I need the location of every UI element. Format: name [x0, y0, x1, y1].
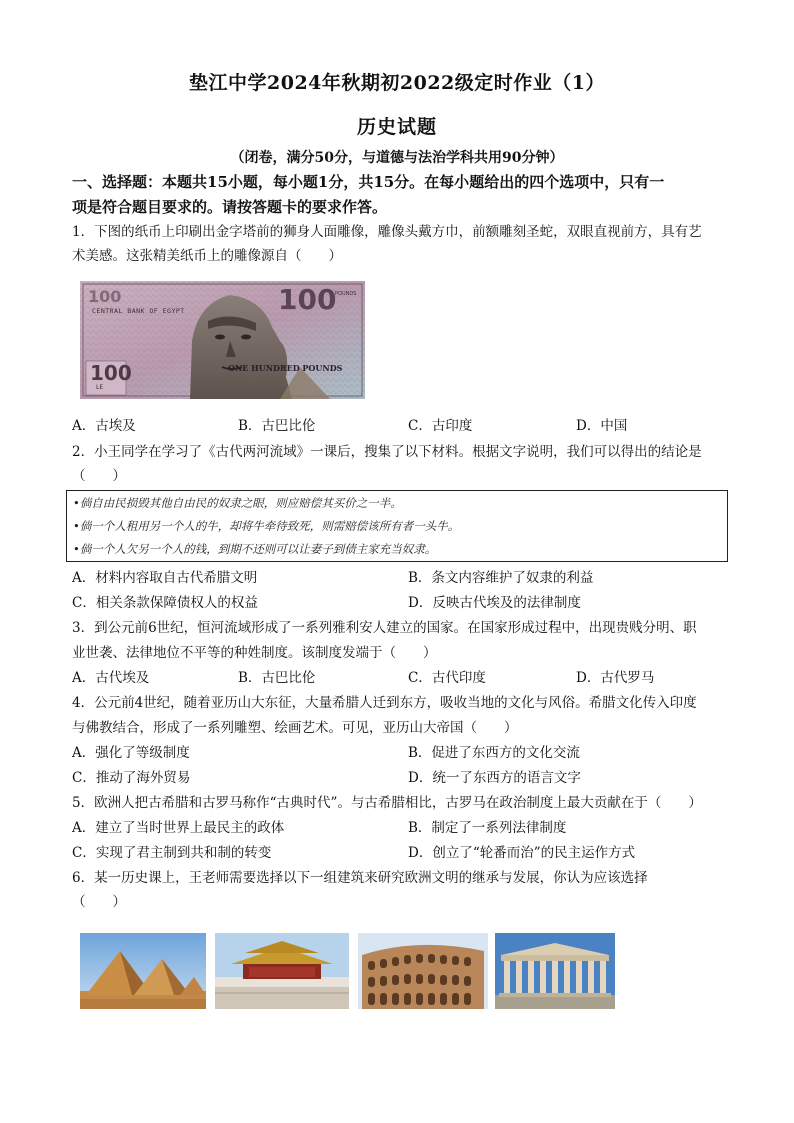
q4-stem-line1: 4．公元前4世纪，随着亚历山大东征，大量希腊人迁到东方，吸收当地的文化与风俗。希腊文化传入印度 — [72, 695, 697, 711]
subject-title: 历史试题 — [356, 116, 437, 138]
q6-stem-line2: （ ） — [72, 894, 126, 910]
q2-option-c[interactable]: C．相关条款保障债权人的权益 — [72, 595, 258, 611]
q3-stem-line2: 业世袭、法律地位不平等的种姓制度。该制度发端于（ ） — [72, 645, 437, 661]
colosseum-photo — [358, 933, 488, 1009]
q2-material-line3: •倘一个人欠另一个人的钱，到期不还则可以让妻子到债主家充当奴隶。 — [73, 542, 437, 556]
banknote-bank-text: CENTRAL BANK OF EGYPT — [92, 307, 185, 315]
exam-note: （闭卷，满分50分，与道德与法治学科共用90分钟） — [230, 150, 564, 166]
q2-material-line1: •倘自由民损毁其他自由民的奴隶之眼，则应赔偿其买价之一半。 — [73, 496, 402, 510]
banknote-denomination-text: ONE HUNDRED POUNDS — [228, 363, 343, 373]
q5-option-c[interactable]: C．实现了君主制到共和制的转变 — [72, 845, 272, 861]
q4-option-a[interactable]: A．强化了等级制度 — [72, 745, 190, 761]
banknote-numeral: 100 — [88, 287, 122, 306]
q1-stem-line1: 1．下图的纸币上印刷出金字塔前的狮身人面雕像，雕像头戴方巾，前额雕刻圣蛇，双眼直视前方，具有艺 — [72, 224, 702, 240]
q4-stem-line2: 与佛教结合，形成了一系列雕塑、绘画艺术。可见，亚历山大帝国（ ） — [72, 720, 518, 736]
pyramids-photo — [80, 933, 206, 1009]
section-heading-line2: 项是符合题目要求的。请按答题卡的要求作答。 — [72, 198, 388, 216]
q3-option-b[interactable]: B．古巴比伦 — [238, 670, 316, 686]
q3-option-c[interactable]: C．古代印度 — [408, 670, 486, 686]
exam-title: 垫江中学2024年秋期初2022级定时作业（1） — [189, 72, 605, 94]
forbidden-city-photo — [215, 933, 349, 1009]
q1-stem-line2: 术美感。这张精美纸币上的雕像源自（ ） — [72, 248, 342, 264]
q1-option-a[interactable]: A．古埃及 — [72, 418, 136, 434]
q6-stem-line1: 6．某一历史课上，王老师需要选择以下一组建筑来研究欧洲文明的继承与发展，你认为应该选择 — [72, 870, 648, 886]
q4-option-d[interactable]: D．统一了东西方的语言文字 — [408, 770, 581, 786]
q5-option-d[interactable]: D．创立了“轮番而治”的民主运作方式 — [408, 845, 636, 861]
q5-option-a[interactable]: A．建立了当时世界上最民主的政体 — [72, 820, 285, 836]
q2-option-b[interactable]: B．条文内容维护了奴隶的利益 — [408, 570, 594, 586]
q3-option-d[interactable]: D．古代罗马 — [576, 670, 655, 686]
q4-option-c[interactable]: C．推动了海外贸易 — [72, 770, 191, 786]
q1-option-d[interactable]: D．中国 — [576, 418, 628, 434]
banknote-image — [80, 281, 365, 399]
banknote-corner-numeral: 100 — [90, 361, 132, 385]
q4-option-b[interactable]: B．促进了东西方的文化交流 — [408, 745, 580, 761]
q5-option-b[interactable]: B．制定了一系列法律制度 — [408, 820, 567, 836]
q5-stem-line1: 5．欧洲人把古希腊和古罗马称作“古典时代”。与古希腊相比，古罗马在政治制度上最大贡献在于（ ） — [72, 795, 702, 811]
q3-option-a[interactable]: A．古代埃及 — [72, 670, 150, 686]
q2-material-line2: •倘一个人租用另一个人的牛，却将牛牵待致死，则需赔偿该所有者一头牛。 — [73, 519, 460, 533]
banknote-corner-text: LE — [96, 384, 104, 391]
parthenon-photo — [495, 933, 615, 1009]
q1-option-c[interactable]: C．古印度 — [408, 418, 473, 434]
banknote-numeral-large: 100 — [278, 283, 337, 316]
q1-option-b[interactable]: B．古巴比伦 — [238, 418, 316, 434]
q2-material-box — [66, 490, 728, 562]
section-heading-line1: 一、选择题：本题共15小题，每小题1分，共15分。在每小题给出的四个选项中，只有一 — [72, 173, 665, 191]
banknote-currency-word: POUNDS — [335, 291, 357, 297]
q2-stem-line1: 2．小王同学在学习了《古代两河流域》一课后，搜集了以下材料。根据文字说明，我们可以得出的结论是 — [72, 444, 702, 460]
q3-stem-line1: 3．到公元前6世纪，恒河流域形成了一系列雅利安人建立的国家。在国家形成过程中，出现贵贱分明、职 — [72, 620, 697, 636]
q2-option-a[interactable]: A．材料内容取自古代希腊文明 — [72, 570, 258, 586]
q2-option-d[interactable]: D．反映古代埃及的法律制度 — [408, 595, 581, 611]
q2-stem-line2: （ ） — [72, 468, 126, 484]
